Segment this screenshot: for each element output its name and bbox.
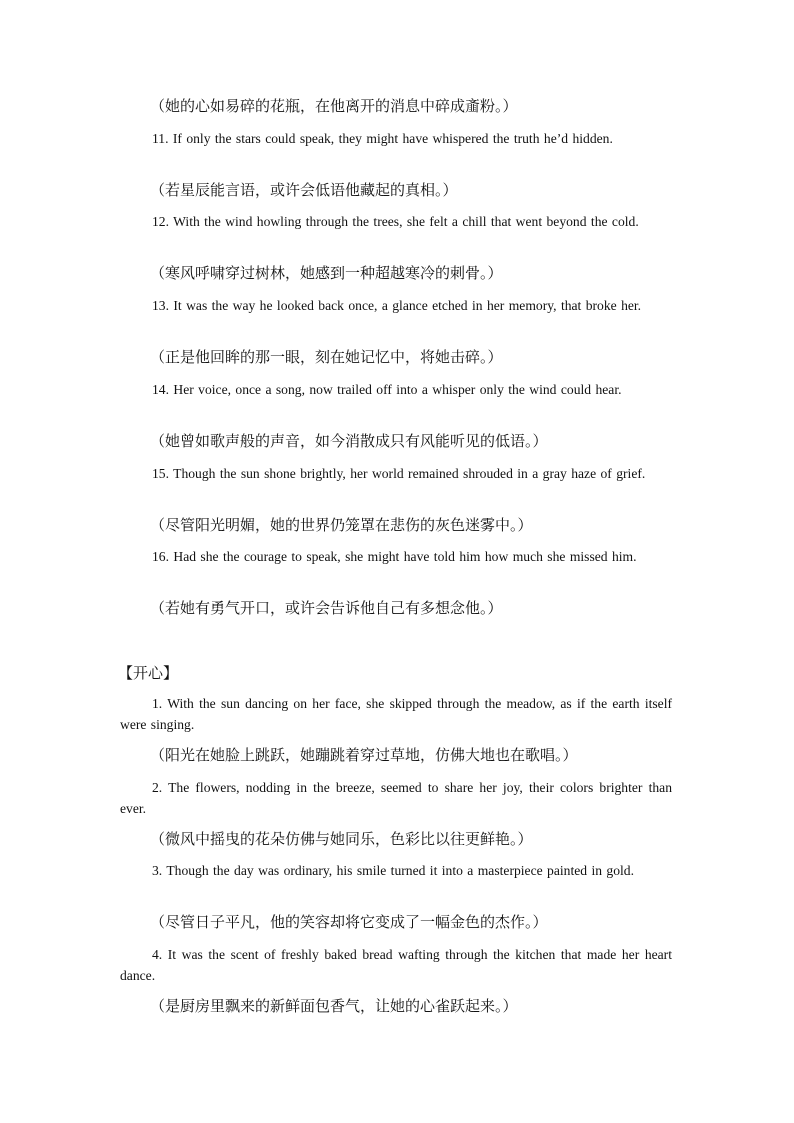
english-sentence-16: 16. Had she the courage to speak, she might have told him how much she missed him. (152, 549, 637, 564)
english-sentence-14: 14. Her voice, once a song, now trailed off into a whisper only the wind could hear. (152, 382, 622, 397)
english-sentence-15: 15. Though the sun shone brightly, her world remained shrouded in a gray haze of grief. (152, 466, 646, 481)
translation-13: （正是他回眸的那一眼，刻在她记忆中，将她击碎。） (150, 348, 503, 366)
happy-english-sentence-4: 4. It was the scent of freshly baked bread wafting through the kitchen that made her heart dance. (120, 947, 672, 983)
sentence-13 (120, 295, 672, 316)
english-sentence-12: 12. With the wind howling through the trees, she felt a chill that went beyond the cold. (152, 214, 639, 229)
translation-16: （若她有勇气开口，或许会告诉他自己有多想念他。） (150, 599, 503, 617)
happy-translation-3: （尽管日子平凡，他的笑容却将它变成了一幅金色的杰作。） (150, 913, 548, 931)
happy-english-sentence-2: 2. The flowers, nodding in the breeze, seemed to share her joy, their colors brighter than ever. (120, 780, 672, 816)
translation-11: （若星辰能言语，或许会低语他藏起的真相。） (150, 181, 458, 199)
section-heading-happy: 【开心】 (118, 664, 179, 682)
happy-translation-1: （阳光在她脸上跳跃，她蹦跳着穿过草地，仿佛大地也在歌唱。） (150, 746, 578, 764)
happy-translation-4: （是厨房里飘来的新鲜面包香气，让她的心雀跃起来。） (150, 997, 518, 1015)
happy-english-sentence-1: 1. With the sun dancing on her face, she skipped through the meadow, as if the earth itself were singing. (120, 696, 672, 732)
happy-sentence-2 (120, 777, 672, 819)
english-sentence-11: 11. If only the stars could speak, they might have whispered the truth he’d hidden. (152, 131, 613, 146)
sentence-14 (120, 379, 672, 400)
sentence-15 (120, 463, 672, 484)
sentence-11 (120, 128, 672, 149)
translation-12: （寒风呼啸穿过树林，她感到一种超越寒冷的刺骨。） (150, 264, 503, 282)
happy-sentence-4 (120, 944, 672, 986)
sentence-12 (120, 211, 672, 232)
translation-10: （她的心如易碎的花瓶，在他离开的消息中碎成齑粉。） (150, 97, 518, 115)
sentence-16 (120, 546, 672, 567)
happy-sentence-1 (120, 693, 672, 735)
happy-sentence-3 (120, 860, 672, 881)
english-sentence-13: 13. It was the way he looked back once, a glance etched in her memory, that broke her. (152, 298, 642, 313)
translation-14: （她曾如歌声般的声音，如今消散成只有风能听见的低语。） (150, 432, 548, 450)
translation-15: （尽管阳光明媚，她的世界仍笼罩在悲伤的灰色迷雾中。） (150, 516, 533, 534)
happy-translation-2: （微风中摇曳的花朵仿佛与她同乐，色彩比以往更鲜艳。） (150, 830, 533, 848)
happy-english-sentence-3: 3. Though the day was ordinary, his smile turned it into a masterpiece painted in gold. (152, 863, 634, 878)
